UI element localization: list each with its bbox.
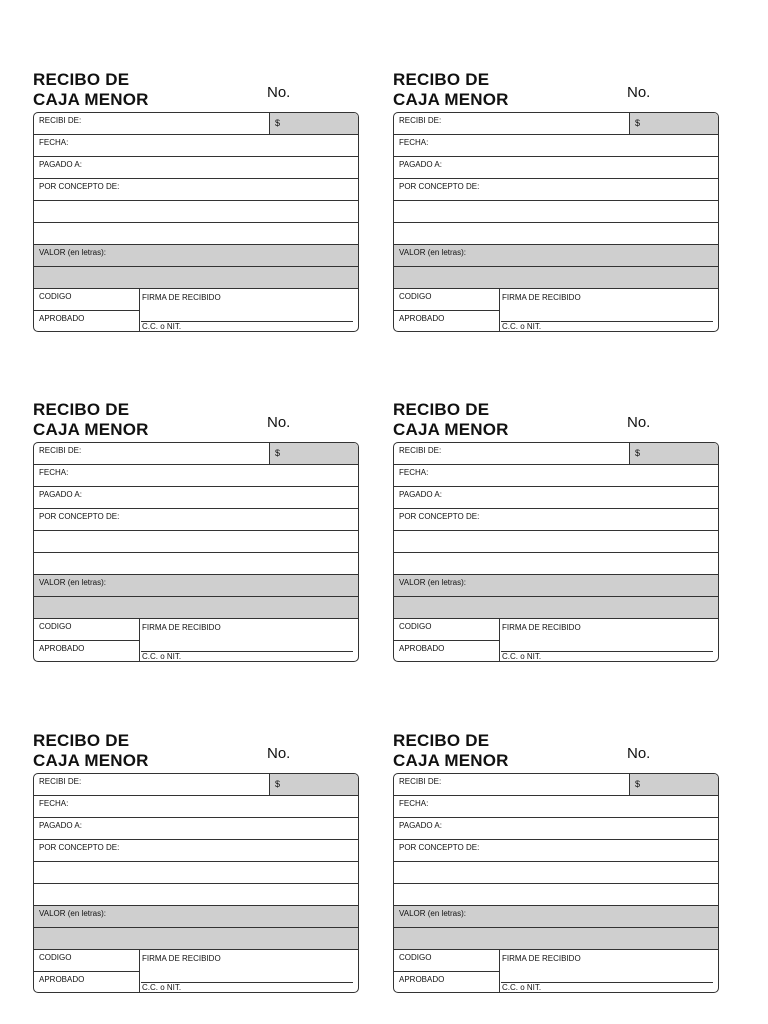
- codigo-field[interactable]: [34, 619, 140, 641]
- firma-label: FIRMA DE RECIBIDO: [142, 954, 221, 963]
- recibi-de-label: RECIBI DE:: [399, 116, 442, 125]
- receipt-form: [393, 773, 719, 993]
- codigo-label: CODIGO: [39, 953, 72, 962]
- recibi-de-row[interactable]: [394, 113, 718, 135]
- recibi-de-label: RECIBI DE:: [39, 777, 82, 786]
- signature-section: [34, 619, 358, 662]
- petty-cash-receipt: [33, 70, 361, 355]
- concepto-line-2[interactable]: [34, 201, 358, 223]
- pagado-a-row[interactable]: [34, 487, 358, 509]
- valor-letras-row[interactable]: [34, 906, 358, 928]
- amount-field[interactable]: [629, 113, 719, 134]
- aprobado-label: APROBADO: [399, 975, 445, 984]
- valor-letras-line-2[interactable]: [34, 267, 358, 289]
- concepto-line-2[interactable]: [394, 862, 718, 884]
- receipt-title: [33, 731, 149, 771]
- por-concepto-row[interactable]: [34, 509, 358, 531]
- aprobado-field[interactable]: [34, 311, 140, 332]
- pagado-a-label: PAGADO A:: [399, 821, 442, 830]
- fecha-label: FECHA:: [39, 468, 69, 477]
- receipt-form: [33, 442, 359, 662]
- recibi-de-label: RECIBI DE:: [399, 777, 442, 786]
- fecha-row[interactable]: [34, 465, 358, 487]
- receipt-title: [393, 731, 509, 771]
- signature-section: [394, 289, 718, 332]
- por-concepto-label: POR CONCEPTO DE:: [39, 843, 120, 852]
- valor-letras-label: VALOR (en letras):: [39, 909, 106, 918]
- firma-label: FIRMA DE RECIBIDO: [142, 623, 221, 632]
- valor-letras-line-2[interactable]: [34, 928, 358, 950]
- receipt-form: [393, 442, 719, 662]
- dollar-sign: $: [635, 779, 641, 789]
- por-concepto-label: POR CONCEPTO DE:: [399, 512, 480, 521]
- pagado-a-label: PAGADO A:: [399, 160, 442, 169]
- aprobado-field[interactable]: [394, 311, 500, 332]
- por-concepto-row[interactable]: [394, 179, 718, 201]
- receipt-title-line1: RECIBO DE: [393, 70, 490, 89]
- por-concepto-label: POR CONCEPTO DE:: [39, 512, 120, 521]
- recibi-de-row[interactable]: [34, 443, 358, 465]
- aprobado-label: APROBADO: [399, 644, 445, 653]
- recibi-de-row[interactable]: [394, 443, 718, 465]
- cc-nit-label: C.C. o NIT.: [142, 983, 182, 992]
- concepto-line-3[interactable]: [34, 223, 358, 245]
- valor-letras-label: VALOR (en letras):: [39, 578, 106, 587]
- cc-nit-label: C.C. o NIT.: [502, 652, 542, 661]
- pagado-a-row[interactable]: [34, 818, 358, 840]
- fecha-label: FECHA:: [399, 468, 429, 477]
- aprobado-label: APROBADO: [39, 314, 85, 323]
- por-concepto-label: POR CONCEPTO DE:: [399, 843, 480, 852]
- amount-field[interactable]: [269, 774, 359, 795]
- signature-section: [394, 950, 718, 993]
- receipt-title-line1: RECIBO DE: [33, 70, 130, 89]
- por-concepto-row[interactable]: [34, 179, 358, 201]
- recibi-de-row[interactable]: [34, 774, 358, 796]
- amount-field[interactable]: [269, 443, 359, 464]
- recibi-de-label: RECIBI DE:: [39, 446, 82, 455]
- dollar-sign: $: [635, 118, 641, 128]
- por-concepto-row[interactable]: [34, 840, 358, 862]
- amount-field[interactable]: [629, 443, 719, 464]
- receipt-title: [33, 70, 149, 110]
- petty-cash-receipt: [33, 731, 361, 1016]
- dollar-sign: $: [275, 448, 281, 458]
- receipt-title-line2: CAJA MENOR: [393, 751, 509, 770]
- receipt-title-line1: RECIBO DE: [33, 400, 130, 419]
- cc-nit-label: C.C. o NIT.: [502, 322, 542, 331]
- pagado-a-row[interactable]: [394, 157, 718, 179]
- receipt-title-line2: CAJA MENOR: [33, 90, 149, 109]
- concepto-line-3[interactable]: [34, 553, 358, 575]
- concepto-line-2[interactable]: [394, 531, 718, 553]
- por-concepto-label: POR CONCEPTO DE:: [399, 182, 480, 191]
- aprobado-field[interactable]: [394, 641, 500, 662]
- dollar-sign: $: [275, 118, 281, 128]
- valor-letras-label: VALOR (en letras):: [39, 248, 106, 257]
- concepto-line-3[interactable]: [394, 553, 718, 575]
- receipt-title-line1: RECIBO DE: [33, 731, 130, 750]
- receipt-title-line2: CAJA MENOR: [33, 420, 149, 439]
- fecha-label: FECHA:: [399, 138, 429, 147]
- codigo-label: CODIGO: [399, 622, 432, 631]
- codigo-label: CODIGO: [399, 953, 432, 962]
- aprobado-label: APROBADO: [39, 975, 85, 984]
- amount-field[interactable]: [269, 113, 359, 134]
- receipt-number-label: No.: [627, 84, 651, 101]
- valor-letras-line-2[interactable]: [394, 597, 718, 619]
- fecha-label: FECHA:: [399, 799, 429, 808]
- receipt-number-label: No.: [627, 414, 651, 431]
- concepto-line-2[interactable]: [394, 201, 718, 223]
- fecha-row[interactable]: [34, 135, 358, 157]
- signature-section: [394, 619, 718, 662]
- valor-letras-row[interactable]: [34, 245, 358, 267]
- petty-cash-receipt: [393, 731, 721, 1016]
- receipt-number-label: No.: [267, 414, 291, 431]
- recibi-de-row[interactable]: [394, 774, 718, 796]
- aprobado-field[interactable]: [394, 972, 500, 993]
- dollar-sign: $: [275, 779, 281, 789]
- codigo-label: CODIGO: [39, 622, 72, 631]
- concepto-line-2[interactable]: [34, 862, 358, 884]
- concepto-line-3[interactable]: [34, 884, 358, 906]
- valor-letras-label: VALOR (en letras):: [399, 248, 466, 257]
- pagado-a-label: PAGADO A:: [39, 490, 82, 499]
- petty-cash-receipt: [33, 400, 361, 685]
- signature-section: [34, 289, 358, 332]
- codigo-field[interactable]: [34, 289, 140, 311]
- pagado-a-row[interactable]: [34, 157, 358, 179]
- codigo-label: CODIGO: [399, 292, 432, 301]
- cc-nit-label: C.C. o NIT.: [142, 322, 182, 331]
- fecha-label: FECHA:: [39, 138, 69, 147]
- firma-label: FIRMA DE RECIBIDO: [502, 293, 581, 302]
- concepto-line-3[interactable]: [394, 884, 718, 906]
- firma-label: FIRMA DE RECIBIDO: [502, 954, 581, 963]
- pagado-a-row[interactable]: [394, 487, 718, 509]
- fecha-row[interactable]: [394, 465, 718, 487]
- valor-letras-row[interactable]: [394, 245, 718, 267]
- cc-nit-label: C.C. o NIT.: [142, 652, 182, 661]
- recibi-de-label: RECIBI DE:: [399, 446, 442, 455]
- por-concepto-row[interactable]: [394, 509, 718, 531]
- receipt-form: [33, 112, 359, 332]
- receipt-title-line2: CAJA MENOR: [393, 90, 509, 109]
- firma-label: FIRMA DE RECIBIDO: [502, 623, 581, 632]
- pagado-a-label: PAGADO A:: [39, 821, 82, 830]
- codigo-field[interactable]: [394, 289, 500, 311]
- receipt-title-line1: RECIBO DE: [393, 731, 490, 750]
- fecha-row[interactable]: [34, 796, 358, 818]
- valor-letras-row[interactable]: [394, 906, 718, 928]
- signature-section: [34, 950, 358, 993]
- aprobado-label: APROBADO: [39, 644, 85, 653]
- valor-letras-line-2[interactable]: [394, 267, 718, 289]
- firma-label: FIRMA DE RECIBIDO: [142, 293, 221, 302]
- concepto-line-2[interactable]: [34, 531, 358, 553]
- receipt-form: [33, 773, 359, 993]
- recibi-de-row[interactable]: [34, 113, 358, 135]
- valor-letras-row[interactable]: [34, 575, 358, 597]
- fecha-row[interactable]: [394, 796, 718, 818]
- receipt-title: [393, 70, 509, 110]
- valor-letras-line-2[interactable]: [394, 928, 718, 950]
- aprobado-label: APROBADO: [399, 314, 445, 323]
- pagado-a-label: PAGADO A:: [39, 160, 82, 169]
- valor-letras-line-2[interactable]: [34, 597, 358, 619]
- receipt-number-label: No.: [267, 745, 291, 762]
- receipt-form: [393, 112, 719, 332]
- receipt-title: [393, 400, 509, 440]
- receipt-number-label: No.: [267, 84, 291, 101]
- receipt-title-line1: RECIBO DE: [393, 400, 490, 419]
- fecha-label: FECHA:: [39, 799, 69, 808]
- receipt-title: [33, 400, 149, 440]
- aprobado-field[interactable]: [34, 972, 140, 993]
- petty-cash-receipt: [393, 70, 721, 355]
- pagado-a-row[interactable]: [394, 818, 718, 840]
- codigo-label: CODIGO: [39, 292, 72, 301]
- por-concepto-row[interactable]: [394, 840, 718, 862]
- valor-letras-label: VALOR (en letras):: [399, 909, 466, 918]
- por-concepto-label: POR CONCEPTO DE:: [39, 182, 120, 191]
- receipt-title-line2: CAJA MENOR: [393, 420, 509, 439]
- fecha-row[interactable]: [394, 135, 718, 157]
- receipt-number-label: No.: [627, 745, 651, 762]
- valor-letras-row[interactable]: [394, 575, 718, 597]
- aprobado-field[interactable]: [34, 641, 140, 662]
- pagado-a-label: PAGADO A:: [399, 490, 442, 499]
- petty-cash-receipt: [393, 400, 721, 685]
- dollar-sign: $: [635, 448, 641, 458]
- amount-field[interactable]: [629, 774, 719, 795]
- receipt-title-line2: CAJA MENOR: [33, 751, 149, 770]
- cc-nit-label: C.C. o NIT.: [502, 983, 542, 992]
- concepto-line-3[interactable]: [394, 223, 718, 245]
- recibi-de-label: RECIBI DE:: [39, 116, 82, 125]
- codigo-field[interactable]: [34, 950, 140, 972]
- codigo-field[interactable]: [394, 619, 500, 641]
- valor-letras-label: VALOR (en letras):: [399, 578, 466, 587]
- codigo-field[interactable]: [394, 950, 500, 972]
